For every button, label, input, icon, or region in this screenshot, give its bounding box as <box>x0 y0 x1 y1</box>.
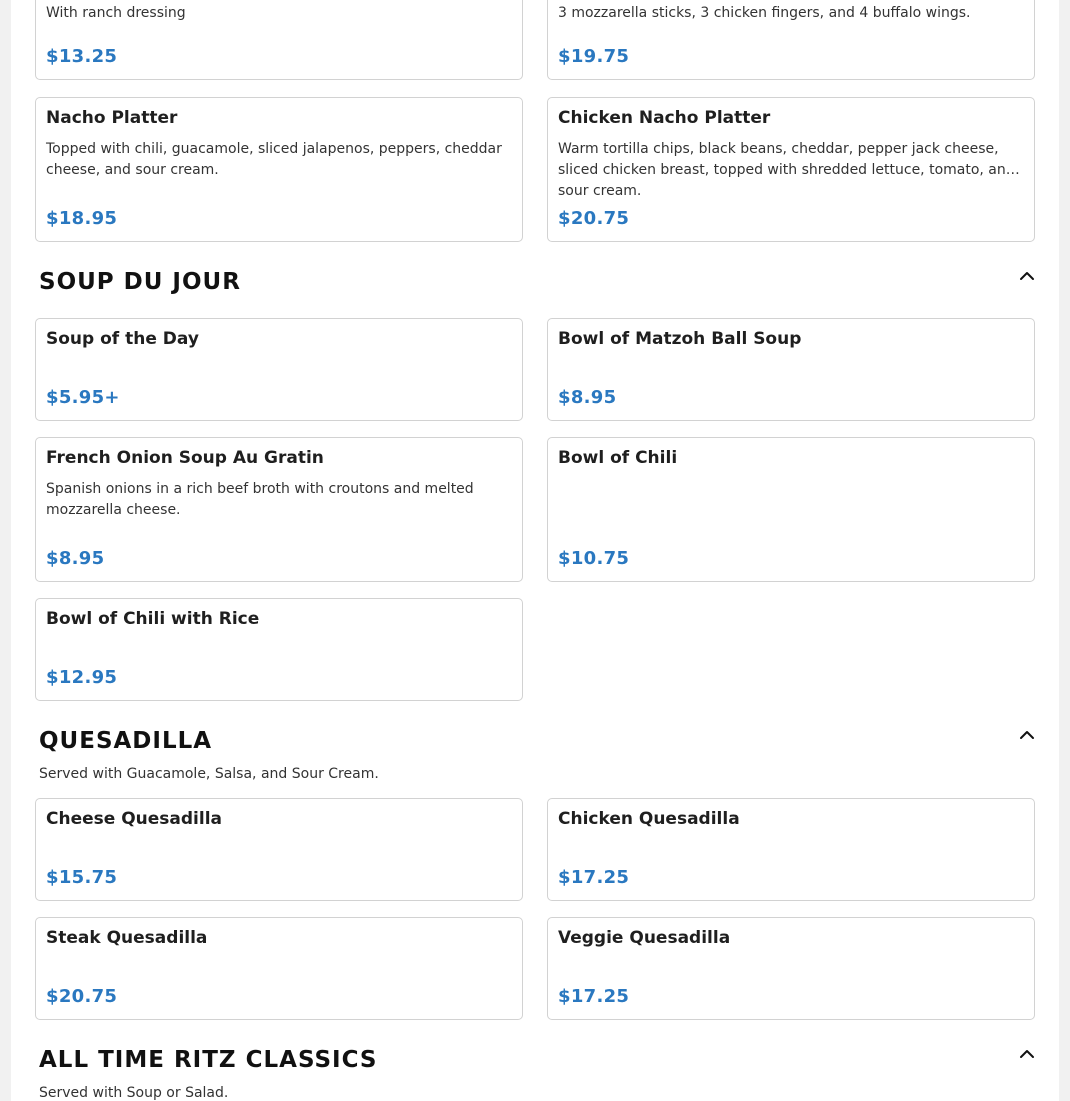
section-subtitle: Served with Guacamole, Salsa, and Sour Cream. <box>39 766 379 782</box>
item-name: French Onion Soup Au Gratin <box>46 448 324 468</box>
menu-sheet <box>11 0 1059 1101</box>
item-description: With ranch dressing <box>46 5 186 21</box>
section-title-classics: ALL TIME RITZ CLASSICS <box>39 1047 378 1073</box>
item-name: Nacho Platter <box>46 108 178 128</box>
item-price: $8.95 <box>558 387 617 408</box>
item-name: Bowl of Chili <box>558 448 678 468</box>
item-description: Warm tortilla chips, black beans, cheddar, pepper jack cheese, sliced chicken breast, topped with shredded lettuce, tomato, and sour cream. <box>558 141 1015 199</box>
section-title-quesadilla: QUESADILLA <box>39 728 213 754</box>
item-name: Chicken Quesadilla <box>558 809 740 829</box>
item-name: Veggie Quesadilla <box>558 928 731 948</box>
menu-item-card[interactable] <box>35 917 523 1020</box>
item-name: Steak Quesadilla <box>46 928 208 948</box>
menu-item-card[interactable] <box>35 437 523 582</box>
menu-item-card[interactable] <box>547 917 1035 1020</box>
menu-item-card[interactable] <box>35 318 523 421</box>
item-name: Bowl of Chili with Rice <box>46 609 260 629</box>
menu-item-card[interactable] <box>547 97 1035 242</box>
menu-item-card[interactable] <box>547 437 1035 582</box>
item-price: $18.95 <box>46 208 118 229</box>
item-description: Topped with chili, guacamole, sliced jalapenos, peppers, cheddar cheese, and sour cream. <box>46 141 502 178</box>
chevron-up-icon[interactable] <box>1017 266 1037 286</box>
item-price: $8.95 <box>46 548 105 569</box>
menu-item-card[interactable] <box>35 0 523 80</box>
item-price: $13.25 <box>46 46 118 67</box>
item-description: Spanish onions in a rich beef broth with croutons and melted mozzarella cheese. <box>46 481 474 518</box>
item-price: $17.25 <box>558 986 630 1007</box>
item-description: 3 mozzarella sticks, 3 chicken fingers, and 4 buffalo wings. <box>558 5 971 21</box>
item-price: $15.75 <box>46 867 118 888</box>
item-price: $20.75 <box>46 986 118 1007</box>
menu-item-card[interactable] <box>35 598 523 701</box>
item-price: $10.75 <box>558 548 630 569</box>
chevron-up-icon[interactable] <box>1017 1044 1037 1064</box>
section-subtitle: Served with Soup or Salad. <box>39 1085 229 1101</box>
item-price: $17.25 <box>558 867 630 888</box>
menu-item-card[interactable] <box>547 0 1035 80</box>
menu-item-card[interactable] <box>35 97 523 242</box>
item-price: $5.95+ <box>46 387 120 408</box>
item-name: Soup of the Day <box>46 329 199 349</box>
menu-item-card[interactable] <box>547 318 1035 421</box>
chevron-up-icon[interactable] <box>1017 725 1037 745</box>
item-name: Bowl of Matzoh Ball Soup <box>558 329 802 349</box>
menu-item-card[interactable] <box>547 798 1035 901</box>
menu-item-card[interactable] <box>35 798 523 901</box>
item-name: Chicken Nacho Platter <box>558 108 771 128</box>
item-price: $19.75 <box>558 46 630 67</box>
item-price: $12.95 <box>46 667 118 688</box>
item-name: Cheese Quesadilla <box>46 809 223 829</box>
section-title-soup: SOUP DU JOUR <box>39 269 241 295</box>
item-price: $20.75 <box>558 208 630 229</box>
